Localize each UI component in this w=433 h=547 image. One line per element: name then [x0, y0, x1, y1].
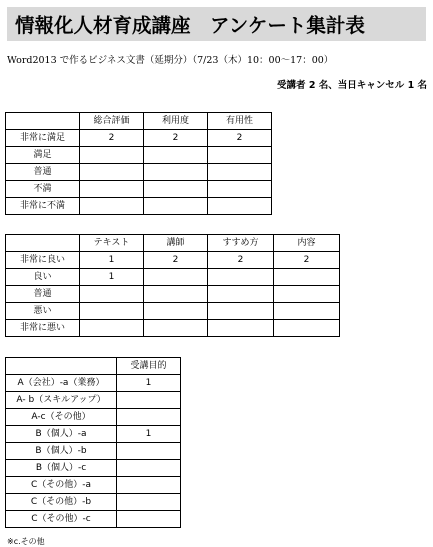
table-row [6, 477, 181, 494]
table-row [6, 198, 272, 215]
table-cell [117, 392, 181, 409]
table-cell [208, 164, 272, 181]
table-cell [208, 198, 272, 215]
purpose-table [5, 357, 181, 528]
table-row [6, 181, 272, 198]
table-row [6, 130, 272, 147]
table-row [6, 409, 181, 426]
table-cell [144, 198, 208, 215]
table-cell [208, 303, 274, 320]
column-header: 利用度 [144, 113, 208, 130]
satisfaction-table [5, 112, 272, 215]
row-label: A- b（スキルアップ） [6, 392, 117, 409]
table-cell: 2 [208, 252, 274, 269]
table-cell [80, 303, 144, 320]
table-row [6, 460, 181, 477]
table-row [6, 443, 181, 460]
table-cell: 2 [80, 130, 144, 147]
table-row [6, 375, 181, 392]
table-cell [208, 269, 274, 286]
table-cell [208, 181, 272, 198]
page-title: 情報化人材育成講座 アンケート集計表 [7, 7, 426, 41]
table-cell [117, 409, 181, 426]
table-cell [144, 164, 208, 181]
row-label: 非常に満足 [6, 130, 80, 147]
table-row [6, 303, 340, 320]
row-label: 普通 [6, 286, 80, 303]
attendee-count: 受講者 2 名、当日キャンセル 1 名 [277, 80, 427, 91]
table-cell [208, 320, 274, 337]
table-cell [80, 147, 144, 164]
table-row [6, 320, 340, 337]
row-label: 満足 [6, 147, 80, 164]
column-header: すすめ方 [208, 235, 274, 252]
row-label: A（会社）-a（業務） [6, 375, 117, 392]
table-cell [80, 320, 144, 337]
column-header: 有用性 [208, 113, 272, 130]
table-header-row [6, 235, 340, 252]
row-label: 悪い [6, 303, 80, 320]
table-row [6, 286, 340, 303]
table-cell [274, 303, 340, 320]
column-header: 講師 [144, 235, 208, 252]
table-cell [80, 286, 144, 303]
table-cell [117, 443, 181, 460]
table-cell: 2 [144, 252, 208, 269]
table-row [6, 426, 181, 443]
table-cell: 2 [144, 130, 208, 147]
diagonal-header-cell [6, 113, 80, 130]
row-label: 非常に不満 [6, 198, 80, 215]
evaluation-table [5, 234, 340, 337]
table-cell [144, 147, 208, 164]
column-header: 内容 [274, 235, 340, 252]
table-cell [144, 269, 208, 286]
column-header: テキスト [80, 235, 144, 252]
table-cell [117, 511, 181, 528]
row-label: C（その他）-c [6, 511, 117, 528]
footnote: ※c.その他 [7, 537, 45, 546]
row-label: B（個人）-a [6, 426, 117, 443]
column-header: 総合評価 [80, 113, 144, 130]
row-label: C（その他）-b [6, 494, 117, 511]
table-row [6, 269, 340, 286]
table-cell: 1 [80, 269, 144, 286]
table-row [6, 511, 181, 528]
column-header: 受講目的 [117, 358, 181, 375]
table-cell: 1 [117, 426, 181, 443]
table-row [6, 147, 272, 164]
table-row [6, 252, 340, 269]
table-cell [117, 460, 181, 477]
table-cell: 2 [274, 252, 340, 269]
table-cell [144, 286, 208, 303]
table-cell [208, 286, 274, 303]
table-cell: 1 [117, 375, 181, 392]
table-cell [144, 181, 208, 198]
table-cell [274, 320, 340, 337]
row-label: 不満 [6, 181, 80, 198]
row-label: B（個人）-c [6, 460, 117, 477]
course-subtitle: Word2013 で作るビジネス文書（延期分）（7/23（木）10：00～17：00） [7, 55, 334, 66]
row-label: B（個人）-b [6, 443, 117, 460]
table-header-row [6, 358, 181, 375]
table-cell [80, 198, 144, 215]
table-cell [274, 286, 340, 303]
table-cell [117, 494, 181, 511]
table-row [6, 494, 181, 511]
row-label: 非常に良い [6, 252, 80, 269]
row-label: A-c（その他） [6, 409, 117, 426]
table-header-row [6, 113, 272, 130]
table-row [6, 164, 272, 181]
row-label: C（その他）-a [6, 477, 117, 494]
table-cell [144, 320, 208, 337]
diagonal-header-cell [6, 235, 80, 252]
table-cell [144, 303, 208, 320]
table-cell [80, 164, 144, 181]
diagonal-header-cell [6, 358, 117, 375]
table-cell: 2 [208, 130, 272, 147]
row-label: 非常に悪い [6, 320, 80, 337]
table-cell [274, 269, 340, 286]
table-cell [208, 147, 272, 164]
row-label: 良い [6, 269, 80, 286]
table-row [6, 392, 181, 409]
table-cell [80, 181, 144, 198]
table-cell: 1 [80, 252, 144, 269]
row-label: 普通 [6, 164, 80, 181]
table-cell [117, 477, 181, 494]
